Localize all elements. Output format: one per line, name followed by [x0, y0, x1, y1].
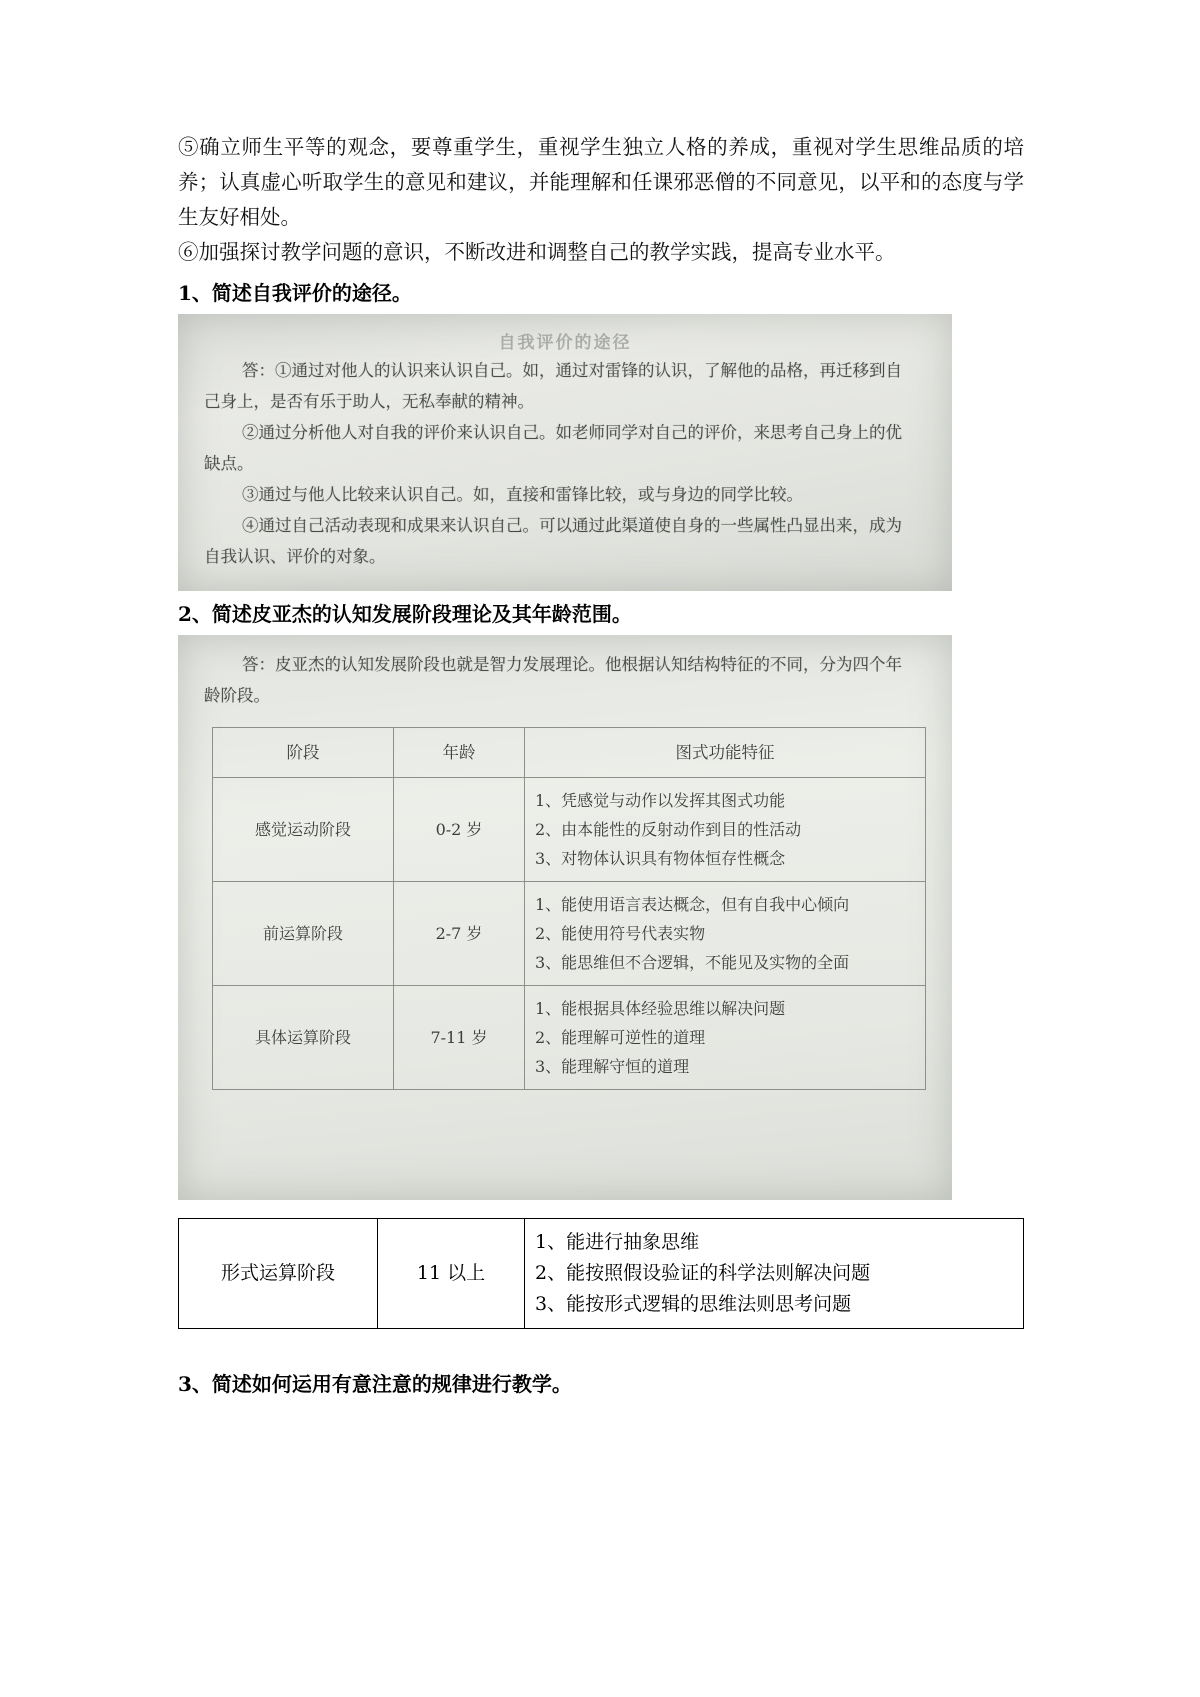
table-header-row: [213, 728, 926, 778]
feature-item: 1、能使用语言表达概念，但有自我中心倾向: [535, 895, 850, 914]
answer-1-line-2: 己身上，是否有乐于助人，无私奉献的精神。: [204, 392, 534, 411]
answer-1-line-6: ④通过自己活动表现和成果来认识自己。可以通过此渠道使自身的一些属性凸显出来，成为: [242, 516, 902, 535]
answer-1-line-5: ③通过与他人比较来认识自己。如，直接和雷锋比较，或与身边的同学比较。: [242, 485, 803, 504]
feature-item: 3、能理解守恒的道理: [535, 1057, 690, 1076]
header-stage: 阶段: [213, 728, 394, 778]
feature-item: 3、能按形式逻辑的思维法则思考问题: [535, 1293, 852, 1315]
answer-image-1-text: [178, 314, 952, 591]
stage-name: 形式运算阶段: [179, 1219, 378, 1329]
question-1-title: 简述自我评价的途径。: [211, 281, 412, 305]
table-row: [213, 778, 926, 882]
stage-features: [525, 778, 926, 882]
feature-item: 2、能使用符号代表实物: [535, 924, 706, 943]
stage-name: 前运算阶段: [213, 882, 394, 986]
table-row: [179, 1219, 1024, 1329]
table-row: [213, 882, 926, 986]
stage-features: [525, 882, 926, 986]
answer-image-1-faint-header: 自我评价的途径: [498, 333, 632, 353]
header-age: 年龄: [394, 728, 525, 778]
spacer: [178, 1329, 1024, 1339]
feature-item: 1、能根据具体经验思维以解决问题: [535, 999, 786, 1018]
answer-2-line-2: 龄阶段。: [204, 686, 270, 705]
feature-item: 1、能进行抽象思维: [535, 1231, 700, 1253]
stage-features: [525, 986, 926, 1090]
feature-item: 2、能按照假设验证的科学法则解决问题: [535, 1262, 871, 1284]
stage-name: 感觉运动阶段: [213, 778, 394, 882]
stage-age: 7-11 岁: [394, 986, 525, 1090]
answer-2-line-1: 答：皮亚杰的认知发展阶段也就是智力发展理论。他根据认知结构特征的不同，分为四个年: [242, 655, 902, 674]
feature-item: 2、由本能性的反射动作到目的性活动: [535, 820, 802, 839]
stage-features: [525, 1219, 1024, 1329]
header-features: 图式功能特征: [525, 728, 926, 778]
question-2-heading: [178, 597, 1024, 631]
piaget-stages-continuation-table: [178, 1218, 1024, 1329]
answer-image-2: [178, 635, 952, 1200]
stage-age: 11 以上: [378, 1219, 525, 1329]
stage-name: 具体运算阶段: [213, 986, 394, 1090]
feature-item: 2、能理解可逆性的道理: [535, 1028, 706, 1047]
stage-age: 2-7 岁: [394, 882, 525, 986]
feature-item: 1、凭感觉与动作以发挥其图式功能: [535, 791, 786, 810]
feature-item: 3、能思维但不合逻辑，不能见及实物的全面: [535, 953, 850, 972]
question-3-number: 3、: [178, 1372, 212, 1396]
feature-item: 3、对物体认识具有物体恒存性概念: [535, 849, 786, 868]
answer-image-2-text: [178, 635, 952, 1200]
question-3-heading: [178, 1367, 1024, 1401]
question-1-heading: [178, 276, 1024, 310]
question-3-title: 简述如何运用有意注意的规律进行教学。: [211, 1372, 572, 1396]
paragraph-6: ⑥加强探讨教学问题的意识，不断改进和调整自己的教学实践，提高专业水平。: [178, 240, 896, 264]
document-content: [178, 130, 1024, 1405]
answer-image-1: [178, 314, 952, 591]
answer-1-line-1: 答：①通过对他人的认识来认识自己。如，通过对雷锋的认识，了解他的品格，再迁移到自: [242, 361, 902, 380]
piaget-stages-table: [212, 727, 926, 1090]
answer-1-line-3: ②通过分析他人对自我的评价来认识自己。如老师同学对自己的评价，来思考自己身上的优: [242, 423, 902, 442]
paragraph-5: ⑤确立师生平等的观念，要尊重学生，重视学生独立人格的养成，重视对学生思维品质的培养；认真虚心听取学生的意见和建议，并能理解和任课邪恶僧的不同意见，以平和的态度与学生友好相处。: [178, 135, 1024, 229]
answer-1-line-4: 缺点。: [204, 454, 254, 473]
stage-age: 0-2 岁: [394, 778, 525, 882]
table-row: [213, 986, 926, 1090]
answer-1-line-7: 自我认识、评价的对象。: [204, 547, 386, 566]
question-2-number: 2、: [178, 602, 212, 626]
question-2-title: 简述皮亚杰的认知发展阶段理论及其年龄范围。: [211, 602, 632, 626]
question-1-number: 1、: [178, 281, 212, 305]
